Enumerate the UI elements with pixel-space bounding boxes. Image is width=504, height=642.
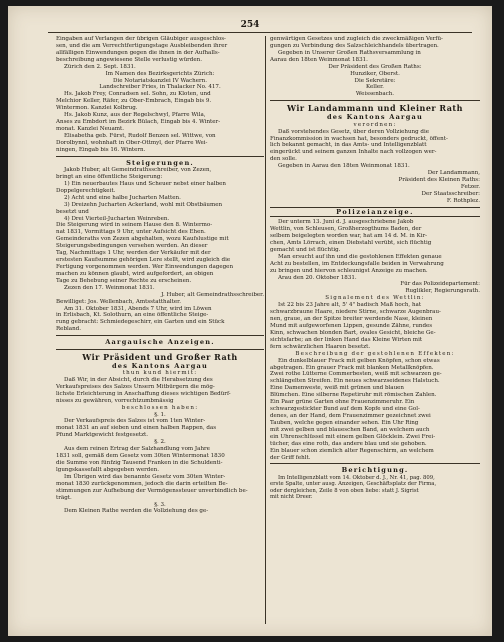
text-line: Der unterm 13. Juni d. J. ausgeschriebene Jakob (278, 219, 414, 226)
text-line: chen, Amts Lörrach, einen Diebstahl verübt, sich flüchtig (270, 239, 432, 246)
text-line: monat 1831 an auf sieben und einen halben Rappen, das (56, 425, 217, 432)
text-line: Im Namen des Bezirksgerichts Zürich: (105, 70, 215, 77)
section-rule (56, 349, 264, 350)
text-line: Acht zu bestellen, im Entdeckungsfalle beiden in Verwahrung (270, 260, 444, 267)
text-line: Ein dunkelblauer Frack mit gelben Knöpfen, schon etwas (278, 357, 440, 364)
text-line: 4) Drei Vierteil-Jucharten Weinreben. (64, 215, 170, 222)
right-block-2 (270, 129, 480, 205)
text-line: Blümchen. Eine silberne Repetiruhr mit römischen Zahlen. (270, 392, 437, 399)
right-block-1 (270, 36, 480, 98)
section-rule (270, 100, 480, 101)
heading-aargauische-anzeigen: Aargauische Anzeigen. (105, 338, 215, 347)
text-line: Im Übrigen wird das benannte Gesetz vom 30ten Winter- (64, 473, 226, 480)
text-line: 3) Dreizehn Jucharten Ackerland, wohl mit Obstbäumen (64, 201, 223, 208)
text-line: machen zu können glaubt, wird aufgefordert, an obigen (56, 270, 214, 277)
text-line: nat 1831, Vormittags 9 Uhr, unter Aufsicht des Ehen. (56, 229, 206, 236)
text-line: mit nicht Dreer. (270, 494, 313, 501)
text-line: §. 1. (154, 411, 166, 418)
heading-kund-hiermit: thun kund hiermit: (122, 370, 198, 377)
heading-landammann-kleiner-rath: Wir Landammann und Kleiner Rath (287, 103, 463, 114)
text-line: Zwei rothe Lütterne Commerbesten, weiß mit schwarzen ge- (270, 371, 442, 378)
text-line: 2) Acht und eine halbe Jucharten Matten. (64, 194, 181, 201)
text-line: Zürich den 2. Sept. 1831. (64, 63, 136, 70)
text-line: Verkaufspreises des Salzes Unsern Mitbürgern die mög- (56, 383, 215, 390)
right-column (270, 36, 480, 500)
text-line: erstesten Kaufsumme gehörigen Lere stellt, wird zugleich die (56, 257, 231, 264)
text-line: Daß Wir, in der Absicht, durch die Herabsetzung des (64, 376, 213, 383)
text-line: nen, graue, an der Spitze breiter werdende Nase, kleinen (270, 316, 433, 323)
text-line: monat 1830 zurückgenommen, jedoch die darin erteilten Be- (56, 480, 228, 487)
text-line: Zezen den 17. Weinmonat 1831. (64, 284, 155, 291)
text-line: oder dergleichen, Zeile 8 von oben liebe: statt J. Sigrist (270, 487, 419, 494)
text-line: Der Verkaufspreis des Salzes ist vom 1ten Winter- (64, 418, 206, 425)
heading-kanton-aargau-2: des Kantons Aargau (327, 113, 423, 122)
text-line: Gegeben in Unserer Großen Rathsversammlung in (278, 49, 421, 56)
text-line: Präsident des Kleinen Raths: (398, 177, 480, 184)
text-line: selbem beigelegten worden war, hat am 14 d. M. in Kir- (270, 233, 428, 240)
text-line: Tage zu Behebung seiner Rechte zu erscheinen. (56, 277, 192, 284)
text-line: lichste Erleichterung in Anschaffung dieses wichtigen Bedürf- (56, 390, 231, 397)
text-line: Der Landammann, (427, 170, 480, 177)
left-block-4 (56, 412, 264, 516)
text-line: Melchior Keller, Räfer, zu Ober-Embrach, Eingab bis 9. (56, 98, 212, 105)
document-page (8, 6, 492, 636)
text-line: schwarzgestickter Bund auf dem Kopfe und eine Gol- (270, 406, 420, 413)
text-line: §. 3. (154, 501, 166, 508)
text-line: 1) Ein neuerbautes Haus und Scheuer nebst einer halben (64, 180, 226, 187)
text-line: Arau den 20. Oktober 1831. (278, 274, 357, 281)
text-line: Weissenbach. (355, 91, 395, 98)
text-line: §. 2. (154, 439, 166, 446)
right-block-5 (270, 358, 480, 462)
text-line: Pfund Marktgewicht festgesetzt. (56, 432, 149, 439)
text-line: Kinn, schwachen blonden Bart, ovales Gesicht, bleiche Ge- (270, 329, 436, 336)
text-line: stimmungen zur Aufhebung der Vermögenssteuer unverbindlich be- (56, 487, 248, 494)
text-line: Dem Kleinen Rathe werden die Vollziehung des ge- (64, 508, 209, 515)
text-line: Dorolbynnl, wohnhaft in Ober-Ottmyl, der Pfarre Wei- (56, 139, 208, 146)
heading-signalement: Signalement des Wettlin: (325, 295, 425, 302)
text-line: schlängelten Streifen. Ein neues schwarzseidenes Halstuch. (270, 378, 440, 385)
text-line: besetzt und (56, 208, 89, 215)
text-line: abgetragen. Ein grauer Frack mit blanken Metallknöpfen. (270, 364, 434, 371)
text-line: gemacht und ist flüchtig. (270, 246, 341, 253)
top-rule (48, 32, 472, 33)
text-line: Tauben, welche gegen einander sehen. Ein Uhr Ring (270, 419, 419, 426)
text-line: Doppelgerechtigkeit. (56, 187, 116, 194)
text-line: allfälligen Einwendungen gegen die ihnen in der Aufhalls- (56, 49, 220, 56)
text-line: Anses zu Embdort im Bezirk Bülach, Eingab bis 4. Winter- (56, 119, 221, 126)
right-block-6 (270, 475, 480, 501)
text-line: in Erlisbach, Kt. Solothurn, an eine öffentliche Steige- (56, 312, 209, 319)
heading-polizeianzeige: Polizeianzeige. (270, 207, 480, 217)
text-line: Wettlin, von Schleusen, Großherzogthums Baden, der (270, 226, 422, 233)
text-line: fern schwärzlichen Haaren besetzt. (270, 343, 371, 350)
text-line: Der Präsident des Großen Raths: (328, 63, 422, 70)
text-line: Die Steigerung wird in seinem Hause den 8. Wintermo- (56, 222, 213, 229)
text-line: F. Rothplez. (446, 197, 480, 204)
text-line: Die Notariatskanzlei IV Wachern. (113, 77, 207, 84)
text-line: Hs. Jakob Kunz, aus der Regelschwyl, Pfarre Wila, (64, 112, 206, 119)
text-line: Jakob Huber, alt Gemeindrathsschreiber, von Zezen, (64, 167, 212, 174)
text-line: Der Staatsschreiber: (421, 190, 480, 197)
section-rule (56, 335, 264, 336)
left-column (56, 36, 264, 515)
text-line: J. Huber, alt Gemeindrathsschreiber. (161, 291, 264, 298)
text-line: Ein Paar grüne Garten ohne Frauenzimmeruhr. Ein (270, 399, 415, 406)
text-line: Bewilliget: Jos. Wellenbach, Amtsstatthalter. (56, 298, 181, 305)
text-line: Elisabetha geb. Fürst, Rudolf Benzen sel. Wittwe, von (64, 132, 216, 139)
text-line: lgungskassefallt abgegeben werden. (56, 466, 159, 473)
text-line: Die Sekretäre: (354, 77, 396, 84)
text-line: bringt an eine öffentliche Steigerung: (56, 174, 163, 180)
text-line: der Griff fehlt. (270, 454, 311, 461)
text-line: denes, an der Hand, dem Frauenzimmer gezeichnet zwei (270, 412, 431, 419)
text-line: tücher, das eine roth, das andere blau und sie gehoben. (270, 440, 427, 447)
text-line: Mund mit aufgeworfenen Lippen, gesunde Zähne, rundes (270, 323, 433, 329)
section-rule (56, 156, 264, 157)
heading-steigerungen: Steigerungen. (126, 158, 194, 167)
text-line: nisses zu gewähren, vorrechtzumbmässig (56, 397, 174, 404)
text-line: Keller. (366, 84, 384, 91)
text-line: schwarzbraune Haare, niedere Stirne, schwarze Augenbrau- (270, 309, 441, 316)
text-line: Ruglikler, Regierungsrath. (405, 288, 480, 295)
left-block-3 (56, 377, 264, 405)
text-line: Eine Damenweste, weiß mit grünen und blauen (270, 385, 405, 392)
text-line: Für das Polizeidepartement: (400, 281, 480, 288)
left-block-1 (56, 36, 264, 154)
heading-beschlossen: beschlossen haben: (121, 404, 199, 411)
text-line: Daß vorstehendes Gesetz, über deren Vollziehung die (278, 128, 430, 135)
text-line: Gemeinderaths von Zezen abgehalten, wozu Kaufslustige mit (56, 236, 229, 243)
text-line: Am 31. Oktober 1831, Abends 7 Uhr, wird im Löwen (64, 305, 212, 312)
text-line: Aus dem reinen Ertrag der Salzhandlung vom Jahre (64, 446, 210, 453)
heading-gestohlene-effekten: Beschreibung der gestohlenen Effekten: (295, 350, 455, 357)
text-line: eingerückt und seinem ganzen Inhalte nach vollzogen wer- (270, 149, 437, 156)
text-line: monat. Kanzlei Neuamt. (56, 125, 125, 132)
text-line: Hs. Jakob Frey, Conradsen sel. Sohn, zu Kloten, und (64, 91, 211, 98)
text-line: zu bringen und hiervon schleunigst Anzeige zu machen. (270, 267, 428, 274)
text-line: Ist 22 bis 23 Jahre alt, 5' 4" badisch Maß hoch, hat (278, 302, 422, 309)
text-line: trägt. (56, 494, 72, 501)
text-line: Steigerungsbedingungen versehen werden. An dieser (56, 243, 208, 250)
text-line: erste Spalte, unter ausg. Anzeigen, Geschäftsplatz der Firma, (270, 481, 437, 488)
text-line: Fertigung vorgenommen werden. Wer Einwendungen dagegen (56, 263, 234, 270)
text-line: mit zwei gelben und blaueschen Band, an welchem auch (270, 426, 430, 433)
text-line: Ein blauer schon ziemlich alter Regenschirm, an welchem (270, 447, 434, 454)
right-block-4 (270, 302, 480, 350)
page-number: 254 (240, 20, 260, 30)
right-block-3 (270, 219, 480, 295)
text-line: ningen, Eingab bis 16. Wintern. (56, 146, 146, 153)
section-rule (270, 463, 480, 464)
text-line: Wintermon. Kanzlei Kolbrug. (56, 105, 138, 112)
text-line: Eingaben auf Verlangen der übrigen Gläubiger ausgeschlos- (56, 36, 226, 42)
text-line: Hunziker, Oberst. (350, 70, 400, 77)
heading-praesident-grosser-rath: Wir Präsident und Großer Rath (82, 351, 238, 362)
column-divider (265, 36, 266, 624)
text-line: beschreibung angewiesene Stelle verlustig würden. (56, 56, 202, 63)
text-line: Finanzkommission in wachsen hat, besonders gedruckt, öffent- (270, 135, 448, 142)
text-line: Rebland. (56, 326, 81, 333)
text-line: Fetzer. (460, 184, 480, 190)
text-line: Tag, Nachmittags 1 Uhr, werden der Verkäufer mit der (56, 250, 211, 257)
text-line: ein Uhrenschlüssel mit einem gelben Glöcklein. Zwei Frei- (270, 433, 436, 440)
heading-berichtigung: Berichtigung. (341, 466, 409, 475)
text-line: Aarau den 18ten Weinmonat 1831. (270, 56, 368, 63)
text-line: lich bekannt gemacht, in das Amts- und Intelligenzblatt (270, 142, 427, 149)
text-line: Man ersucht auf ihn und die gestohlenen Effekten genaue (278, 253, 442, 260)
left-block-2 (56, 167, 264, 333)
text-line: den solle. (270, 156, 297, 163)
text-line: sichtsfarbe; an der linken Hand das Kleine Wirten mit (270, 336, 423, 343)
text-line: rung gebracht: Schmiedegeschirr, ein Garten und ein Stück (56, 319, 225, 326)
heading-verordnen: verordnen: (353, 121, 397, 128)
text-line: die Summe von fünfzig Tausend Franken in die Schuldenti- (56, 460, 223, 466)
text-line: Landschreiber Fries, in Thalacker No. 417. (99, 84, 221, 91)
text-line: genwärtigen Gesetzes und zugleich die zweckmäßigen Verfü- (270, 36, 443, 42)
text-line: 1831 soll, gemäß dem Gesetz vom 30ten Wintermonat 1830 (56, 453, 225, 460)
text-line: gungen zu Verbindung des Salzschleichhandels übertragen. (270, 42, 439, 49)
text-line: Gegeben in Aarau den 18ten Weinmonat 1831. (278, 163, 410, 170)
text-line: Im Intelligenzblatt vom 14. Oktober d. J., Nr. 41, pag. 809, (278, 474, 435, 481)
text-line: sen, und die am Verrechtfertigungstage Ausbleibenden ihrer (56, 42, 228, 49)
heading-kanton-aargau: des Kantons Aargau (112, 361, 208, 370)
